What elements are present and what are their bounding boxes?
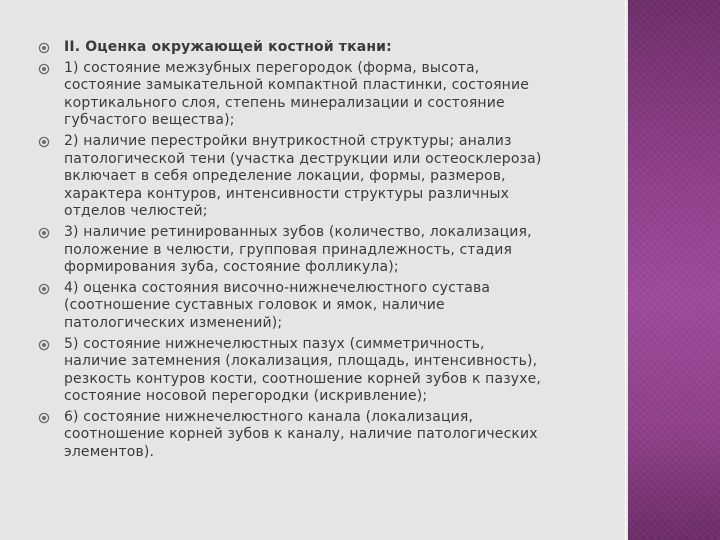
list-item xyxy=(38,224,598,277)
list-item xyxy=(38,133,598,221)
circled-dot-bullet-icon xyxy=(38,136,50,148)
list-item xyxy=(38,280,598,333)
circled-dot-bullet-icon xyxy=(38,227,50,239)
list-item-text: 6) состояние нижнечелюстного канала (локализация, соотношение корней зубов к каналу, наличие патологических элементов). xyxy=(64,408,538,461)
list-item-text: 3) наличие ретинированных зубов (количество, локализация, положение в челюсти, групповая принадлежность, стадия формирования зуба, состояние фолликула); xyxy=(64,223,532,276)
list-item xyxy=(38,409,598,462)
list-item xyxy=(38,60,598,130)
divider-line xyxy=(625,0,626,540)
list-item-text: 2) наличие перестройки внутрикостной структуры; анализ патологической тени (участка деструкции или остеосклероза) включает в себя определение локации, формы, размеров, характера контуров, интенсивности структуры различных отделов челюстей; xyxy=(64,132,542,220)
decorative-side-band xyxy=(628,0,720,540)
band-texture xyxy=(628,0,720,540)
circled-dot-bullet-icon xyxy=(38,283,50,295)
list-item-text: 4) оценка состояния височно-нижнечелюстного сустава (соотношение суставных головок и ямок, наличие патологических изменений); xyxy=(64,279,491,331)
circled-dot-bullet-icon xyxy=(38,42,50,54)
list-item-text: 1) состояние межзубных перегородок (форма, высота, состояние замыкательной компактной пластинки, состояние кортикального слоя, степень минерализации и состояние губчастого вещества); xyxy=(64,59,529,129)
bullet-list xyxy=(38,39,598,465)
list-item-text: 5) состояние нижнечелюстных пазух (симметричность, наличие затемнения (локализация, площадь, интенсивность), резкость контуров кости, соотношение корней зубов к пазухе, состояние носовой перегородки (искривление); xyxy=(64,335,542,405)
list-item-text: II. Оценка окружающей костной ткани: xyxy=(64,39,392,55)
circled-dot-bullet-icon xyxy=(38,412,50,424)
circled-dot-bullet-icon xyxy=(38,339,50,351)
list-item xyxy=(38,336,598,406)
list-item xyxy=(38,39,598,57)
circled-dot-bullet-icon xyxy=(38,63,50,75)
